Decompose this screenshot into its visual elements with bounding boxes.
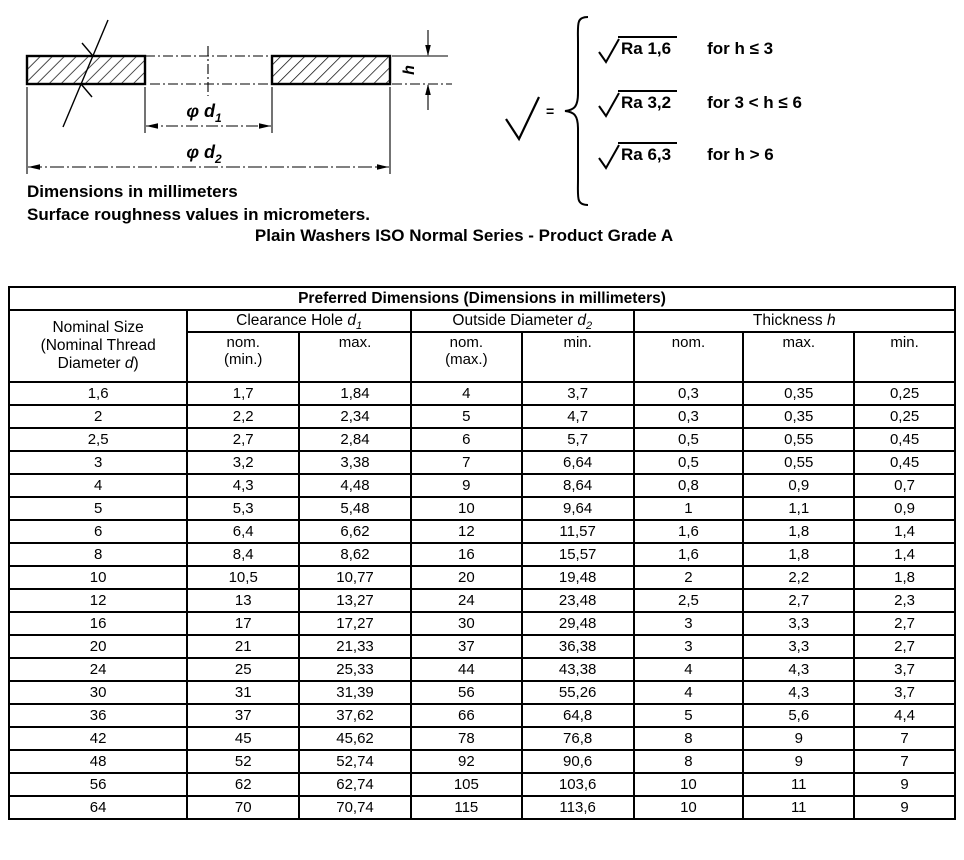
cell: 3,7 [522,382,634,405]
cell: 64,8 [522,704,634,727]
cell: 1,8 [854,566,955,589]
cell: 1,8 [743,543,854,566]
cell: 5,48 [299,497,411,520]
cell: 1,84 [299,382,411,405]
cell: 9 [854,796,955,819]
cell: 6,4 [187,520,299,543]
svg-text:h: h [401,65,418,75]
header-clearance-hole: Clearance Hole $d_1$ [187,310,411,332]
cell: 52,74 [299,750,411,773]
cell: 12 [411,520,522,543]
cell: 17,27 [299,612,411,635]
cell: 9 [743,750,854,773]
cell: 7 [854,727,955,750]
roughness-condition: for 3 < h ≤ 6 [707,93,802,112]
cell: 8 [9,543,187,566]
cell: 0,5 [634,451,744,474]
cell: 0,55 [743,428,854,451]
cell: 10,77 [299,566,411,589]
cell: 5,6 [743,704,854,727]
cell: 66 [411,704,522,727]
cell: 0,8 [634,474,744,497]
cell: 2 [634,566,744,589]
cell: 52 [187,750,299,773]
cell: 30 [9,681,187,704]
cell: 4 [634,658,744,681]
cell: 24 [411,589,522,612]
cell: 2,5 [9,428,187,451]
cell: 4,3 [743,681,854,704]
table-row [9,543,955,566]
dimensions-table [8,286,956,820]
table-group-header-row [9,310,955,332]
cell: 4,48 [299,474,411,497]
cell: 5,3 [187,497,299,520]
cell: 17 [187,612,299,635]
cell: 3,7 [854,658,955,681]
cell: 10 [9,566,187,589]
cell: 15,57 [522,543,634,566]
cell: 23,48 [522,589,634,612]
cell: 31 [187,681,299,704]
table-row [9,727,955,750]
cell: 70 [187,796,299,819]
roughness-item [598,90,802,118]
washer-section-drawing [0,0,470,182]
washer-left-section [27,56,145,84]
radical-icon [598,143,620,170]
surface-finish-check-icon [504,95,544,143]
brace-icon [562,15,592,207]
cell: 37 [411,635,522,658]
table-row [9,474,955,497]
radical-icon [598,37,620,64]
cell: 3,3 [743,635,854,658]
cell: 20 [9,635,187,658]
cell: 16 [9,612,187,635]
cell: 76,8 [522,727,634,750]
cell: 25 [187,658,299,681]
cell: 1,1 [743,497,854,520]
cell: 105 [411,773,522,796]
cell: 37,62 [299,704,411,727]
cell: 5 [9,497,187,520]
cell: 10 [634,796,744,819]
dimensions-table-body [9,382,955,819]
cell: 4 [9,474,187,497]
subheader-d2-nom: nom. (max.) [411,332,522,382]
cell: 0,25 [854,382,955,405]
cell: 2,34 [299,405,411,428]
cell: 115 [411,796,522,819]
table-row [9,520,955,543]
cell: 25,33 [299,658,411,681]
cell: 6,62 [299,520,411,543]
cell: 44 [411,658,522,681]
table-row [9,428,955,451]
equals-sign: = [546,103,555,119]
cell: 9 [411,474,522,497]
cell: 30 [411,612,522,635]
cell: 3,3 [743,612,854,635]
header-nominal-size: Nominal Size (Nominal Thread Diameter d) [9,310,187,382]
cell: 37 [187,704,299,727]
cell: 0,35 [743,405,854,428]
roughness-condition: for h ≤ 3 [707,39,774,58]
cell: 64 [9,796,187,819]
cell: 1,7 [187,382,299,405]
cell: 62,74 [299,773,411,796]
cell: 0,9 [743,474,854,497]
cell: 45,62 [299,727,411,750]
cell: 90,6 [522,750,634,773]
cell: 1,4 [854,520,955,543]
table-row [9,773,955,796]
cell: 19,48 [522,566,634,589]
cell: 45 [187,727,299,750]
cell: 4 [634,681,744,704]
cell: 0,45 [854,428,955,451]
cell: 2,7 [854,612,955,635]
table-row [9,658,955,681]
cell: 4,3 [187,474,299,497]
cell: 4,3 [743,658,854,681]
subheader-d2-min: min. [522,332,634,382]
cell: 1,4 [854,543,955,566]
cell: 36,38 [522,635,634,658]
cell: 7 [411,451,522,474]
table-row [9,405,955,428]
roughness-condition: for h > 6 [707,145,774,164]
roughness-value: Ra 6,3 [618,142,677,165]
subheader-h-max: max. [743,332,854,382]
dimension-d1 [145,87,272,133]
note-roughness: Surface roughness values in micrometers. [27,205,370,224]
cell: 2,2 [743,566,854,589]
table-row [9,750,955,773]
svg-text:φd1: φ $d_1$ [186,101,222,125]
cell: 0,45 [854,451,955,474]
cell: 70,74 [299,796,411,819]
cell: 21,33 [299,635,411,658]
cell: 56 [9,773,187,796]
cell: 3,38 [299,451,411,474]
table-row [9,704,955,727]
table-title: Preferred Dimensions (Dimensions in millimeters) [9,287,955,310]
cell: 1,6 [9,382,187,405]
cell: 8 [634,750,744,773]
cell: 0,5 [634,428,744,451]
cell: 0,3 [634,405,744,428]
subheader-h-min: min. [854,332,955,382]
cell: 4 [411,382,522,405]
cell: 6 [9,520,187,543]
header-thickness: Thickness h [634,310,955,332]
roughness-value: Ra 3,2 [618,90,677,113]
cell: 0,55 [743,451,854,474]
cell: 55,26 [522,681,634,704]
cell: 56 [411,681,522,704]
cell: 9 [854,773,955,796]
cell: 0,35 [743,382,854,405]
cell: 43,38 [522,658,634,681]
cell: 16 [411,543,522,566]
cell: 20 [411,566,522,589]
cell: 8,64 [522,474,634,497]
table-row [9,382,955,405]
cell: 0,9 [854,497,955,520]
cell: 2,3 [854,589,955,612]
cell: 78 [411,727,522,750]
table-row [9,566,955,589]
page-title: Plain Washers ISO Normal Series - Product Grade A [254,226,674,245]
table-title-row [9,287,955,310]
cell: 10 [634,773,744,796]
cell: 0,7 [854,474,955,497]
cell: 11,57 [522,520,634,543]
subheader-d1-nom: nom. (min.) [187,332,299,382]
cell: 103,6 [522,773,634,796]
cell: 24 [9,658,187,681]
cell: 113,6 [522,796,634,819]
cell: 9 [743,727,854,750]
cell: 3,7 [854,681,955,704]
note-dimensions: Dimensions in millimeters [27,182,238,201]
cell: 10 [411,497,522,520]
cell: 8,4 [187,543,299,566]
header-outside-diameter: Outside Diameter $d_2$ [411,310,634,332]
notes-block [27,180,370,226]
cell: 2,7 [743,589,854,612]
cell: 2,84 [299,428,411,451]
cell: 6 [411,428,522,451]
svg-text:φd2: φ $d_2$ [186,142,222,166]
cell: 5 [411,405,522,428]
cell: 36 [9,704,187,727]
cell: 29,48 [522,612,634,635]
cell: 9,64 [522,497,634,520]
subheader-d1-max: max. [299,332,411,382]
cell: 21 [187,635,299,658]
cell: 0,25 [854,405,955,428]
washer-right-section [272,56,390,84]
cell: 0,3 [634,382,744,405]
cell: 42 [9,727,187,750]
cell: 4,4 [854,704,955,727]
cell: 13 [187,589,299,612]
cell: 7 [854,750,955,773]
cell: 12 [9,589,187,612]
roughness-item [598,142,774,170]
cell: 8,62 [299,543,411,566]
cell: 2,7 [187,428,299,451]
dimension-h [392,30,448,110]
cell: 4,7 [522,405,634,428]
cell: 2,5 [634,589,744,612]
subheader-h-nom: nom. [634,332,744,382]
cell: 1 [634,497,744,520]
cell: 5 [634,704,744,727]
cell: 31,39 [299,681,411,704]
cell: 92 [411,750,522,773]
header-section [0,0,964,286]
cell: 8 [634,727,744,750]
cell: 2,2 [187,405,299,428]
cell: 62 [187,773,299,796]
cell: 6,64 [522,451,634,474]
cell: 13,27 [299,589,411,612]
cell: 3 [634,612,744,635]
cell: 5,7 [522,428,634,451]
cell: 2,7 [854,635,955,658]
cell: 1,6 [634,520,744,543]
table-row [9,589,955,612]
table-row [9,451,955,474]
cell: 11 [743,773,854,796]
cell: 1,8 [743,520,854,543]
cell: 1,6 [634,543,744,566]
roughness-item [598,36,773,64]
radical-icon [598,91,620,118]
cell: 48 [9,750,187,773]
cell: 11 [743,796,854,819]
table-row [9,796,955,819]
cell: 3 [634,635,744,658]
roughness-value: Ra 1,6 [618,36,677,59]
table-row [9,497,955,520]
cell: 2 [9,405,187,428]
table-row [9,635,955,658]
table-row [9,612,955,635]
cell: 10,5 [187,566,299,589]
cell: 3 [9,451,187,474]
cell: 3,2 [187,451,299,474]
table-row [9,681,955,704]
